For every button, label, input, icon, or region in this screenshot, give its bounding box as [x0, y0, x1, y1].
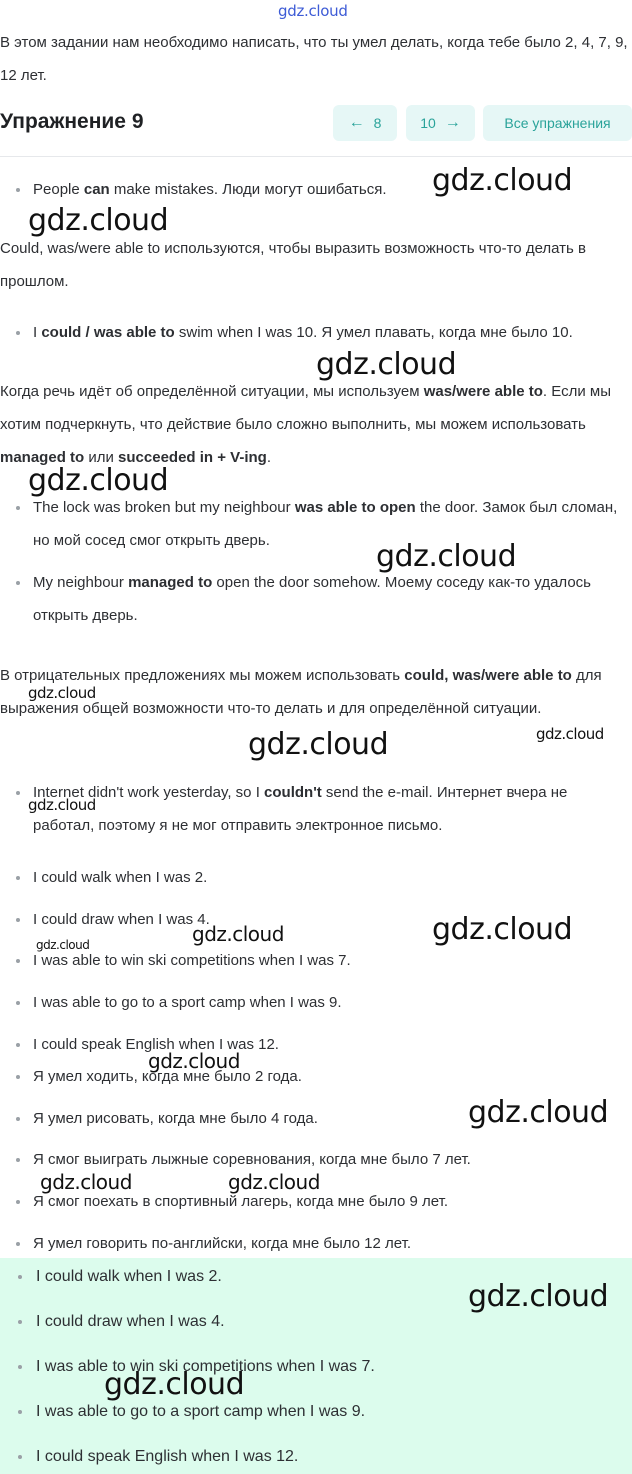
explanation-paragraph: Когда речь идёт об определённой ситуации, мы используем was/were able to. Если мы хотим подчеркнуть, что действие было сложно выполнить, мы можем использовать managed to или succeeded in + V-ing. — [0, 383, 611, 466]
watermark: gdz.cloud — [248, 727, 389, 762]
final-answer-item: I was able to win ski competitions when I was 7. — [36, 1355, 626, 1379]
watermark: gdz.cloud — [104, 1367, 245, 1402]
final-answer-item: I could speak English when I was 12. — [36, 1445, 626, 1469]
watermark: gdz.cloud — [28, 203, 169, 238]
intro-text: В этом задании нам необходимо написать, что ты умел делать, когда тебе было 2, 4, 7, 9, 12 лет. — [0, 34, 628, 84]
translation-item: Я умел ходить, когда мне было 2 года. — [33, 1060, 628, 1093]
arrow-left-icon: ← — [348, 114, 365, 131]
translation-item: Я умел говорить по-английски, когда мне было 12 лет. — [33, 1227, 628, 1260]
final-answer-item: I could walk when I was 2. — [36, 1265, 626, 1289]
site-logo[interactable]: gdz.cloud — [278, 2, 348, 20]
explanation-paragraph: Could, was/were able to используются, чтобы выразить возможность что-то делать в прошлом. — [0, 240, 586, 290]
watermark: gdz.cloud — [28, 463, 169, 498]
watermark: gdz.cloud — [192, 922, 284, 946]
explanation-paragraph: В отрицательных предложениях мы можем использовать could, was/were able to для выражения общей возможности что-то делать и для определённой ситуации. — [0, 667, 602, 717]
header-divider — [0, 156, 632, 157]
exercise-title: Упражнение 9 — [0, 110, 144, 133]
watermark: gdz.cloud — [36, 938, 90, 952]
final-answer-item: I was able to go to a sport camp when I was 9. — [36, 1400, 626, 1424]
prev-exercise-label: 8 — [373, 115, 382, 131]
watermark: gdz.cloud — [468, 1095, 609, 1130]
answer-item: I could speak English when I was 12. — [33, 1028, 628, 1061]
translation-item: Я смог поехать в спортивный лагерь, когда мне было 9 лет. — [33, 1185, 628, 1218]
next-exercise-label: 10 — [420, 115, 436, 131]
translation-item: Я смог выиграть лыжные соревнования, когда мне было 7 лет. — [33, 1143, 628, 1176]
example-item: People can make mistakes. Люди могут ошибаться. — [33, 173, 628, 206]
watermark: gdz.cloud — [432, 912, 573, 947]
answer-item: I could draw when I was 4. — [33, 903, 628, 936]
example-item: The lock was broken but my neighbour was able to open the door. Замок был сломан, но мой сосед смог открыть дверь. — [33, 491, 628, 557]
watermark: gdz.cloud — [40, 1170, 132, 1194]
watermark: gdz.cloud — [148, 1049, 240, 1073]
arrow-right-icon: → — [444, 114, 461, 131]
answer-item: I was able to win ski competitions when I was 7. — [33, 944, 628, 977]
watermark: gdz.cloud — [316, 347, 457, 382]
watermark: gdz.cloud — [536, 725, 604, 743]
example-item: Internet didn't work yesterday, so I couldn't send the e-mail. Интернет вчера не работал, поэтому я не мог отправить электронное письмо. — [33, 776, 628, 842]
example-item: I could / was able to swim when I was 10. Я умел плавать, когда мне было 10. — [33, 316, 628, 349]
answer-item: I could walk when I was 2. — [33, 861, 628, 894]
example-item: My neighbour managed to open the door somehow. Моему соседу как-то удалось открыть дверь. — [33, 566, 628, 632]
watermark: gdz.cloud — [468, 1279, 609, 1314]
next-exercise-button[interactable] — [406, 105, 475, 141]
translation-item: Я умел рисовать, когда мне было 4 года. — [33, 1102, 628, 1135]
all-exercises-label: Все упражнения — [504, 115, 611, 131]
all-exercises-button[interactable] — [483, 105, 632, 141]
watermark: gdz.cloud — [28, 796, 96, 814]
watermark: gdz.cloud — [432, 163, 573, 198]
answer-item: I was able to go to a sport camp when I was 9. — [33, 986, 628, 1019]
final-answer-item: I could draw when I was 4. — [36, 1310, 626, 1334]
watermark: gdz.cloud — [28, 684, 96, 702]
prev-exercise-button[interactable] — [333, 105, 397, 141]
watermark: gdz.cloud — [376, 539, 517, 574]
watermark: gdz.cloud — [228, 1170, 320, 1194]
